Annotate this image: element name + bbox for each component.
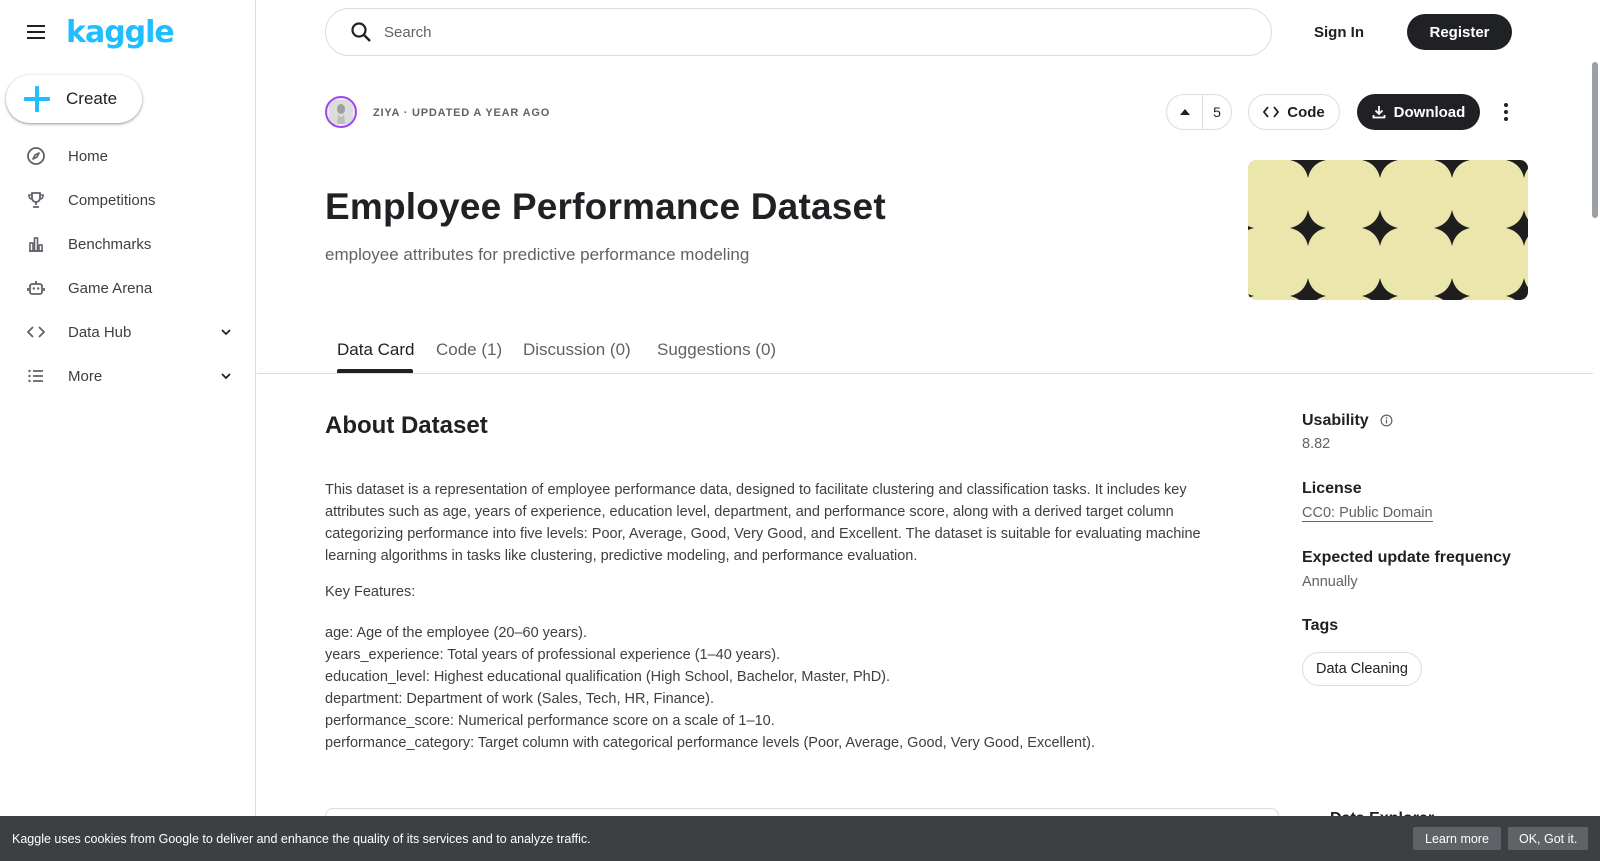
avatar[interactable] bbox=[325, 96, 357, 128]
sidebar-item-label: Benchmarks bbox=[68, 235, 152, 253]
sidebar-nav bbox=[0, 134, 256, 398]
download-button-label: Download bbox=[1393, 103, 1466, 121]
list-item: performance_category: Target column with categorical performance levels (Poor, Average, Good, Very Good, Excellent). bbox=[325, 735, 1095, 751]
sidebar-item-competitions[interactable] bbox=[0, 178, 256, 222]
sparkle-shape bbox=[1290, 278, 1326, 300]
sidebar-item-label: Game Arena bbox=[68, 279, 153, 297]
robot-icon bbox=[26, 278, 46, 298]
dataset-thumbnail bbox=[1248, 160, 1528, 300]
cookie-banner bbox=[0, 816, 1600, 861]
more-options-icon[interactable] bbox=[1492, 98, 1520, 126]
sidebar-item-home[interactable] bbox=[0, 134, 256, 178]
sparkle-pattern-image bbox=[1248, 160, 1528, 300]
chevron-down-icon[interactable] bbox=[218, 324, 234, 340]
tab-discussion[interactable]: Discussion (0) bbox=[523, 340, 631, 359]
sidebar-item-game-arena[interactable] bbox=[0, 266, 256, 310]
list-item: age: Age of the employee (20–60 years). bbox=[325, 625, 587, 641]
sidebar-item-benchmarks[interactable] bbox=[0, 222, 256, 266]
code-button[interactable] bbox=[1248, 94, 1340, 130]
sign-in-button[interactable]: Sign In bbox=[1314, 23, 1364, 41]
page-scrollbar[interactable] bbox=[1592, 62, 1598, 218]
sidebar-item-label: Home bbox=[68, 147, 109, 165]
key-features-label: Key Features: bbox=[325, 584, 416, 600]
triangle-up-icon bbox=[1179, 107, 1191, 117]
sparkle-shape bbox=[1290, 160, 1326, 178]
usability-value: 8.82 bbox=[1302, 436, 1331, 452]
feature-list bbox=[325, 622, 1235, 754]
sparkle-shape bbox=[1506, 160, 1528, 178]
sparkle-shape bbox=[1290, 210, 1326, 246]
sparkle-shape bbox=[1434, 210, 1470, 246]
sparkle-shape bbox=[1506, 278, 1528, 300]
tab-data-card[interactable]: Data Card bbox=[337, 340, 415, 359]
create-button[interactable] bbox=[6, 75, 142, 123]
code-icon bbox=[26, 322, 46, 342]
sparkle-shape bbox=[1434, 160, 1470, 178]
list-item: education_level: Highest educational qualification (High School, Bachelor, Master, PhD). bbox=[325, 669, 891, 685]
kaggle-logo[interactable]: kaggle bbox=[66, 14, 174, 50]
search-bar[interactable] bbox=[325, 8, 1272, 56]
sparkle-shape bbox=[1248, 210, 1254, 246]
sidebar-item-label: Data Hub bbox=[68, 323, 132, 341]
download-icon bbox=[1372, 105, 1386, 119]
usability-label: Usability bbox=[1302, 412, 1369, 429]
dataset-meta: ZIYA · UPDATED A YEAR AGO bbox=[373, 107, 551, 119]
sparkle-shape bbox=[1362, 210, 1398, 246]
tab-suggestions[interactable]: Suggestions (0) bbox=[657, 340, 777, 359]
dataset-description: This dataset is a representation of employee performance data, designed to facilitate clustering and classification tasks. It includes key attributes such as age, years of experience, education level, department, and performance score, along with a derived target column categorizing performance into five levels: Poor, Average, Good, Very Good, and Excellent. The dataset is suitable for evaluating machine learning algorithms in tasks like clustering, predictive modeling, and performance evaluation. bbox=[325, 482, 1201, 564]
info-icon[interactable] bbox=[1380, 414, 1393, 427]
upvote-count: 5 bbox=[1213, 104, 1221, 120]
tag-chip[interactable]: Data Cleaning bbox=[1302, 652, 1422, 686]
create-label: Create bbox=[66, 89, 118, 108]
sparkle-shape bbox=[1434, 278, 1470, 300]
list-item: performance_score: Numerical performance score on a scale of 1–10. bbox=[325, 713, 775, 729]
cookie-text: Kaggle uses cookies from Google to deliver and enhance the quality of its services and to analyze traffic. bbox=[12, 831, 591, 846]
register-button[interactable]: Register bbox=[1407, 14, 1512, 50]
sparkle-shape bbox=[1506, 210, 1528, 246]
frequency-label: Expected update frequency bbox=[1302, 549, 1511, 566]
upvote-button[interactable] bbox=[1167, 95, 1203, 129]
sidebar-item-more[interactable] bbox=[0, 354, 256, 398]
tab-code[interactable]: Code (1) bbox=[436, 340, 503, 359]
page-subtitle: employee attributes for predictive performance modeling bbox=[325, 245, 750, 264]
learn-more-button[interactable]: Learn more bbox=[1413, 827, 1501, 850]
list-item: department: Department of work (Sales, Tech, HR, Finance). bbox=[325, 691, 714, 707]
license-label: License bbox=[1302, 480, 1362, 497]
code-button-label: Code bbox=[1287, 103, 1325, 121]
frequency-value: Annually bbox=[1302, 574, 1358, 590]
sparkle-shape bbox=[1248, 278, 1254, 300]
compass-icon bbox=[26, 146, 46, 166]
page-title: Employee Performance Dataset bbox=[325, 186, 886, 227]
upvote-widget bbox=[1166, 94, 1232, 130]
code-icon bbox=[1263, 105, 1279, 119]
trophy-icon bbox=[26, 190, 46, 210]
chevron-down-icon[interactable] bbox=[218, 368, 234, 384]
sparkle-shape bbox=[1362, 278, 1398, 300]
sidebar-item-data-hub[interactable] bbox=[0, 310, 256, 354]
search-input[interactable] bbox=[384, 24, 1244, 41]
sparkle-shape bbox=[1248, 160, 1254, 178]
sidebar-item-label: Competitions bbox=[68, 191, 156, 209]
plus-icon bbox=[24, 86, 50, 112]
bar-chart-icon bbox=[26, 234, 46, 254]
cookie-ok-button[interactable]: OK, Got it. bbox=[1508, 827, 1588, 850]
list-icon bbox=[26, 366, 46, 386]
tab-bar bbox=[257, 328, 1593, 374]
active-tab-indicator bbox=[337, 369, 413, 373]
hamburger-menu-icon[interactable] bbox=[24, 20, 48, 44]
search-icon bbox=[350, 21, 372, 43]
download-button[interactable] bbox=[1357, 94, 1480, 130]
sparkle-shape bbox=[1362, 160, 1398, 178]
about-heading: About Dataset bbox=[325, 412, 488, 439]
tags-label: Tags bbox=[1302, 617, 1339, 634]
sidebar-header bbox=[0, 0, 255, 64]
list-item: years_experience: Total years of professional experience (1–40 years). bbox=[325, 647, 781, 663]
license-link[interactable]: CC0: Public Domain bbox=[1302, 505, 1433, 521]
sidebar bbox=[0, 0, 256, 861]
sidebar-item-label: More bbox=[68, 367, 103, 385]
user-avatar-icon bbox=[329, 100, 353, 124]
